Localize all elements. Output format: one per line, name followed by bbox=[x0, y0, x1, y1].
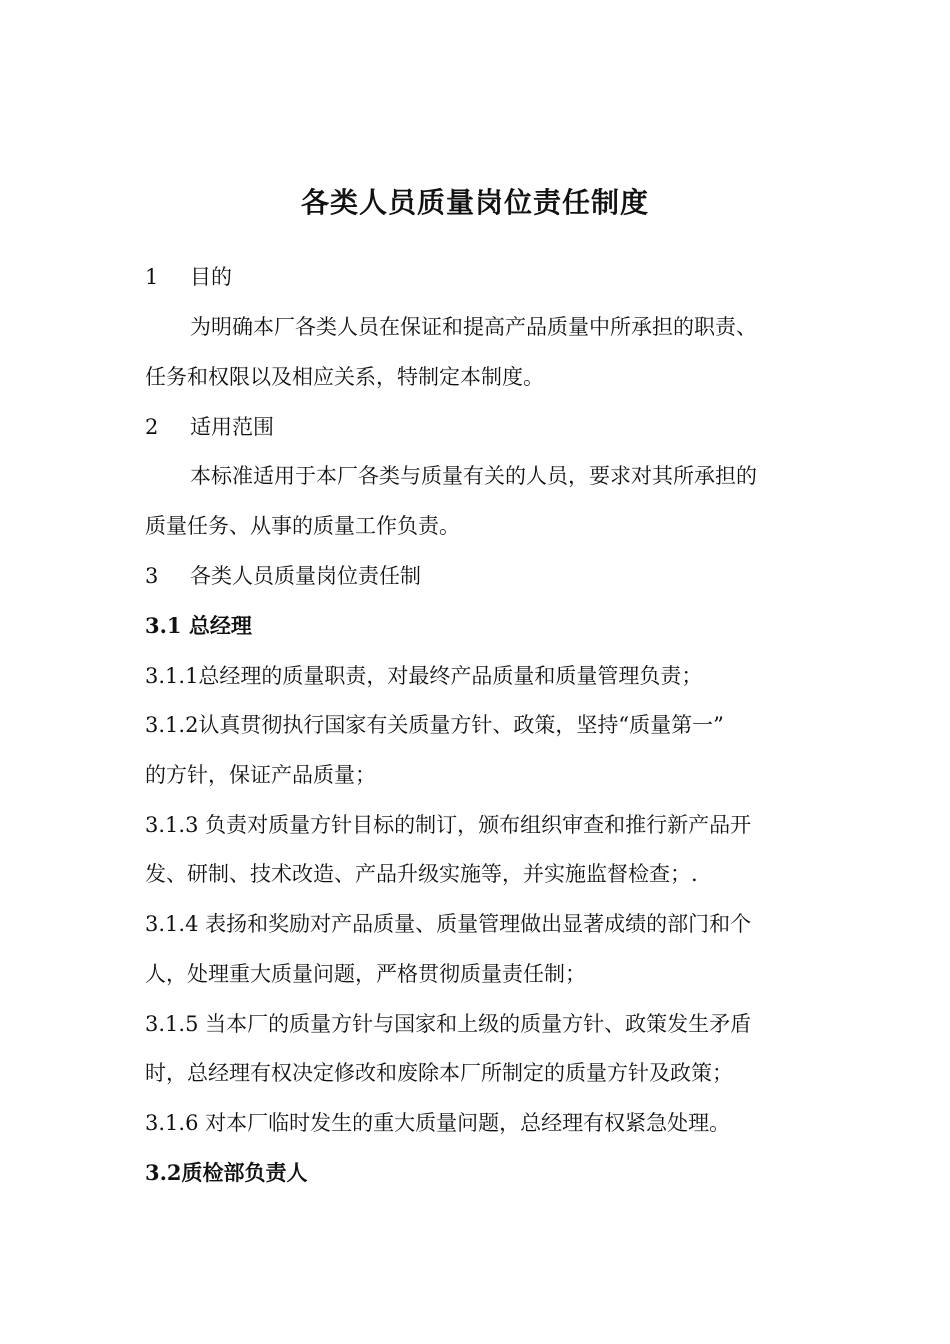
item-3-1-1: 3.1.1总经理的质量职责，对最终产品质量和质量管理负责； bbox=[145, 664, 703, 688]
item-3-1-4-line-2: 人，处理重大质量问题，严格贯彻质量责任制； bbox=[145, 962, 586, 986]
section-1-number: 1 bbox=[145, 265, 159, 289]
section-3-heading bbox=[145, 561, 825, 591]
subsection-3-1-heading: 3.1 总经理 bbox=[145, 613, 252, 638]
item-3-1-6: 3.1.6 对本厂临时发生的重大质量问题，总经理有权紧急处理。 bbox=[145, 1111, 731, 1135]
document-title: 各类人员质量岗位责任制度 bbox=[300, 186, 649, 219]
item-3-1-2-line-1: 3.1.2认真贯彻执行国家有关质量方针、政策，坚持“质量第一” bbox=[145, 713, 724, 737]
section-1-title: 目的 bbox=[190, 265, 232, 289]
item-3-1-5-line-1: 3.1.5 当本厂的质量方针与国家和上级的质量方针、政策发生矛盾 bbox=[145, 1012, 752, 1036]
subsection-3-2-heading: 3.2质检部负责人 bbox=[145, 1160, 308, 1185]
paragraph-1-line-1: 为明确本厂各类人员在保证和提高产品质量中所承担的职责、 bbox=[190, 315, 757, 339]
item-3-1-5-line-2: 时，总经理有权决定修改和废除本厂所制定的质量方针及政策； bbox=[145, 1061, 733, 1085]
paragraph-2-line-2: 质量任务、从事的质量工作负责。 bbox=[145, 514, 460, 538]
section-2-heading bbox=[145, 412, 825, 442]
section-3-title: 各类人员质量岗位责任制 bbox=[190, 564, 421, 588]
section-3-number: 3 bbox=[145, 564, 159, 588]
section-2-number: 2 bbox=[145, 415, 159, 439]
section-1-heading bbox=[145, 262, 825, 292]
paragraph-2-line-1: 本标准适用于本厂各类与质量有关的人员，要求对其所承担的 bbox=[190, 464, 757, 488]
item-3-1-2-line-2: 的方针，保证产品质量； bbox=[145, 763, 376, 787]
item-3-1-3-line-2: 发、研制、技术改造、产品升级实施等，并实施监督检查；. bbox=[145, 862, 698, 886]
paragraph-1-line-2: 任务和权限以及相应关系，特制定本制度。 bbox=[145, 365, 544, 389]
section-2-title: 适用范围 bbox=[190, 415, 274, 439]
item-3-1-3-line-1: 3.1.3 负责对质量方针目标的制订，颁布组织审查和推行新产品开 bbox=[145, 813, 752, 837]
item-3-1-4-line-1: 3.1.4 表扬和奖励对产品质量、质量管理做出显著成绩的部门和个 bbox=[145, 912, 752, 936]
